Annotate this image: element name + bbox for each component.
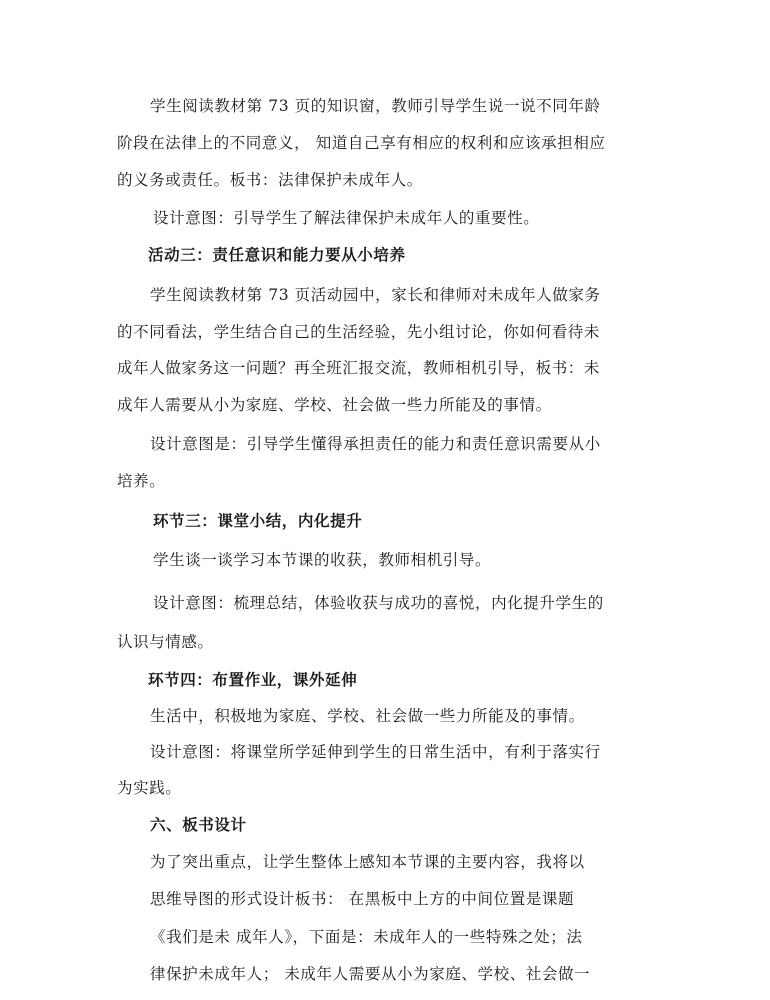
text-line: 学生谈一谈学习本节课的收获，教师相机引导。 (153, 551, 492, 569)
text-line: 培养。 (117, 472, 166, 490)
section-heading: 环节三：课堂小结，内化提升 (153, 511, 363, 530)
text-line: 设计意图：梳理总结，体验收获与成功的喜悦，内化提升学生的 (153, 594, 604, 612)
section-heading: 环节四：布置作业，课外延伸 (148, 670, 358, 689)
text-line: 思维导图的形式设计板书： 在黑板中上方的中间位置是课题 (150, 890, 575, 908)
text-line: 阶段在法律上的不同意义， 知道自己享有相应的权利和应该承担相应 (117, 134, 606, 152)
text-line: 学生阅读教材第 73 页活动园中，家长和律师对未成年人做家务 (150, 286, 601, 304)
text-line: 的不同看法，学生结合自己的生活经验，先小组讨论，你如何看待未 (117, 323, 601, 341)
text-line: 为了突出重点，让学生整体上感知本节课的主要内容，我将以 (150, 853, 585, 871)
text-line: 设计意图是：引导学生懂得承担责任的能力和责任意识需要从小 (150, 435, 601, 453)
text-line: 《我们是未 成年人》，下面是：未成年人的一些特殊之处；法 (150, 928, 583, 946)
text-line: 律保护未成年人； 未成年人需要从小为家庭、学校、社会做一 (150, 965, 591, 983)
text-line: 生活中，积极地为家庭、学校、社会做一些力所能及的事情。 (150, 707, 585, 725)
text-line: 为实践。 (117, 779, 182, 797)
text-line: 学生阅读教材第 73 页的知识窗，教师引导学生说一说不同年龄 (150, 97, 601, 115)
text-line: 设计意图：引导学生了解法律保护未成年人的重要性。 (153, 209, 540, 227)
text-line: 成年人需要从小为家庭、学校、社会做一些力所能及的事情。 (117, 396, 552, 414)
text-line: 认识与情感。 (117, 633, 214, 651)
text-line: 设计意图：将课堂所学延伸到学生的日常生活中，有利于落实行 (150, 743, 601, 761)
section-heading: 活动三：责任意识和能力要从小培养 (148, 245, 406, 264)
text-line: 成年人做家务这一问题？再全班汇报交流，教师相机引导，板书：未 (117, 359, 601, 377)
section-heading: 六、板书设计 (150, 815, 247, 834)
text-line: 的义务或责任。板书：法律保护未成年人。 (117, 171, 423, 189)
